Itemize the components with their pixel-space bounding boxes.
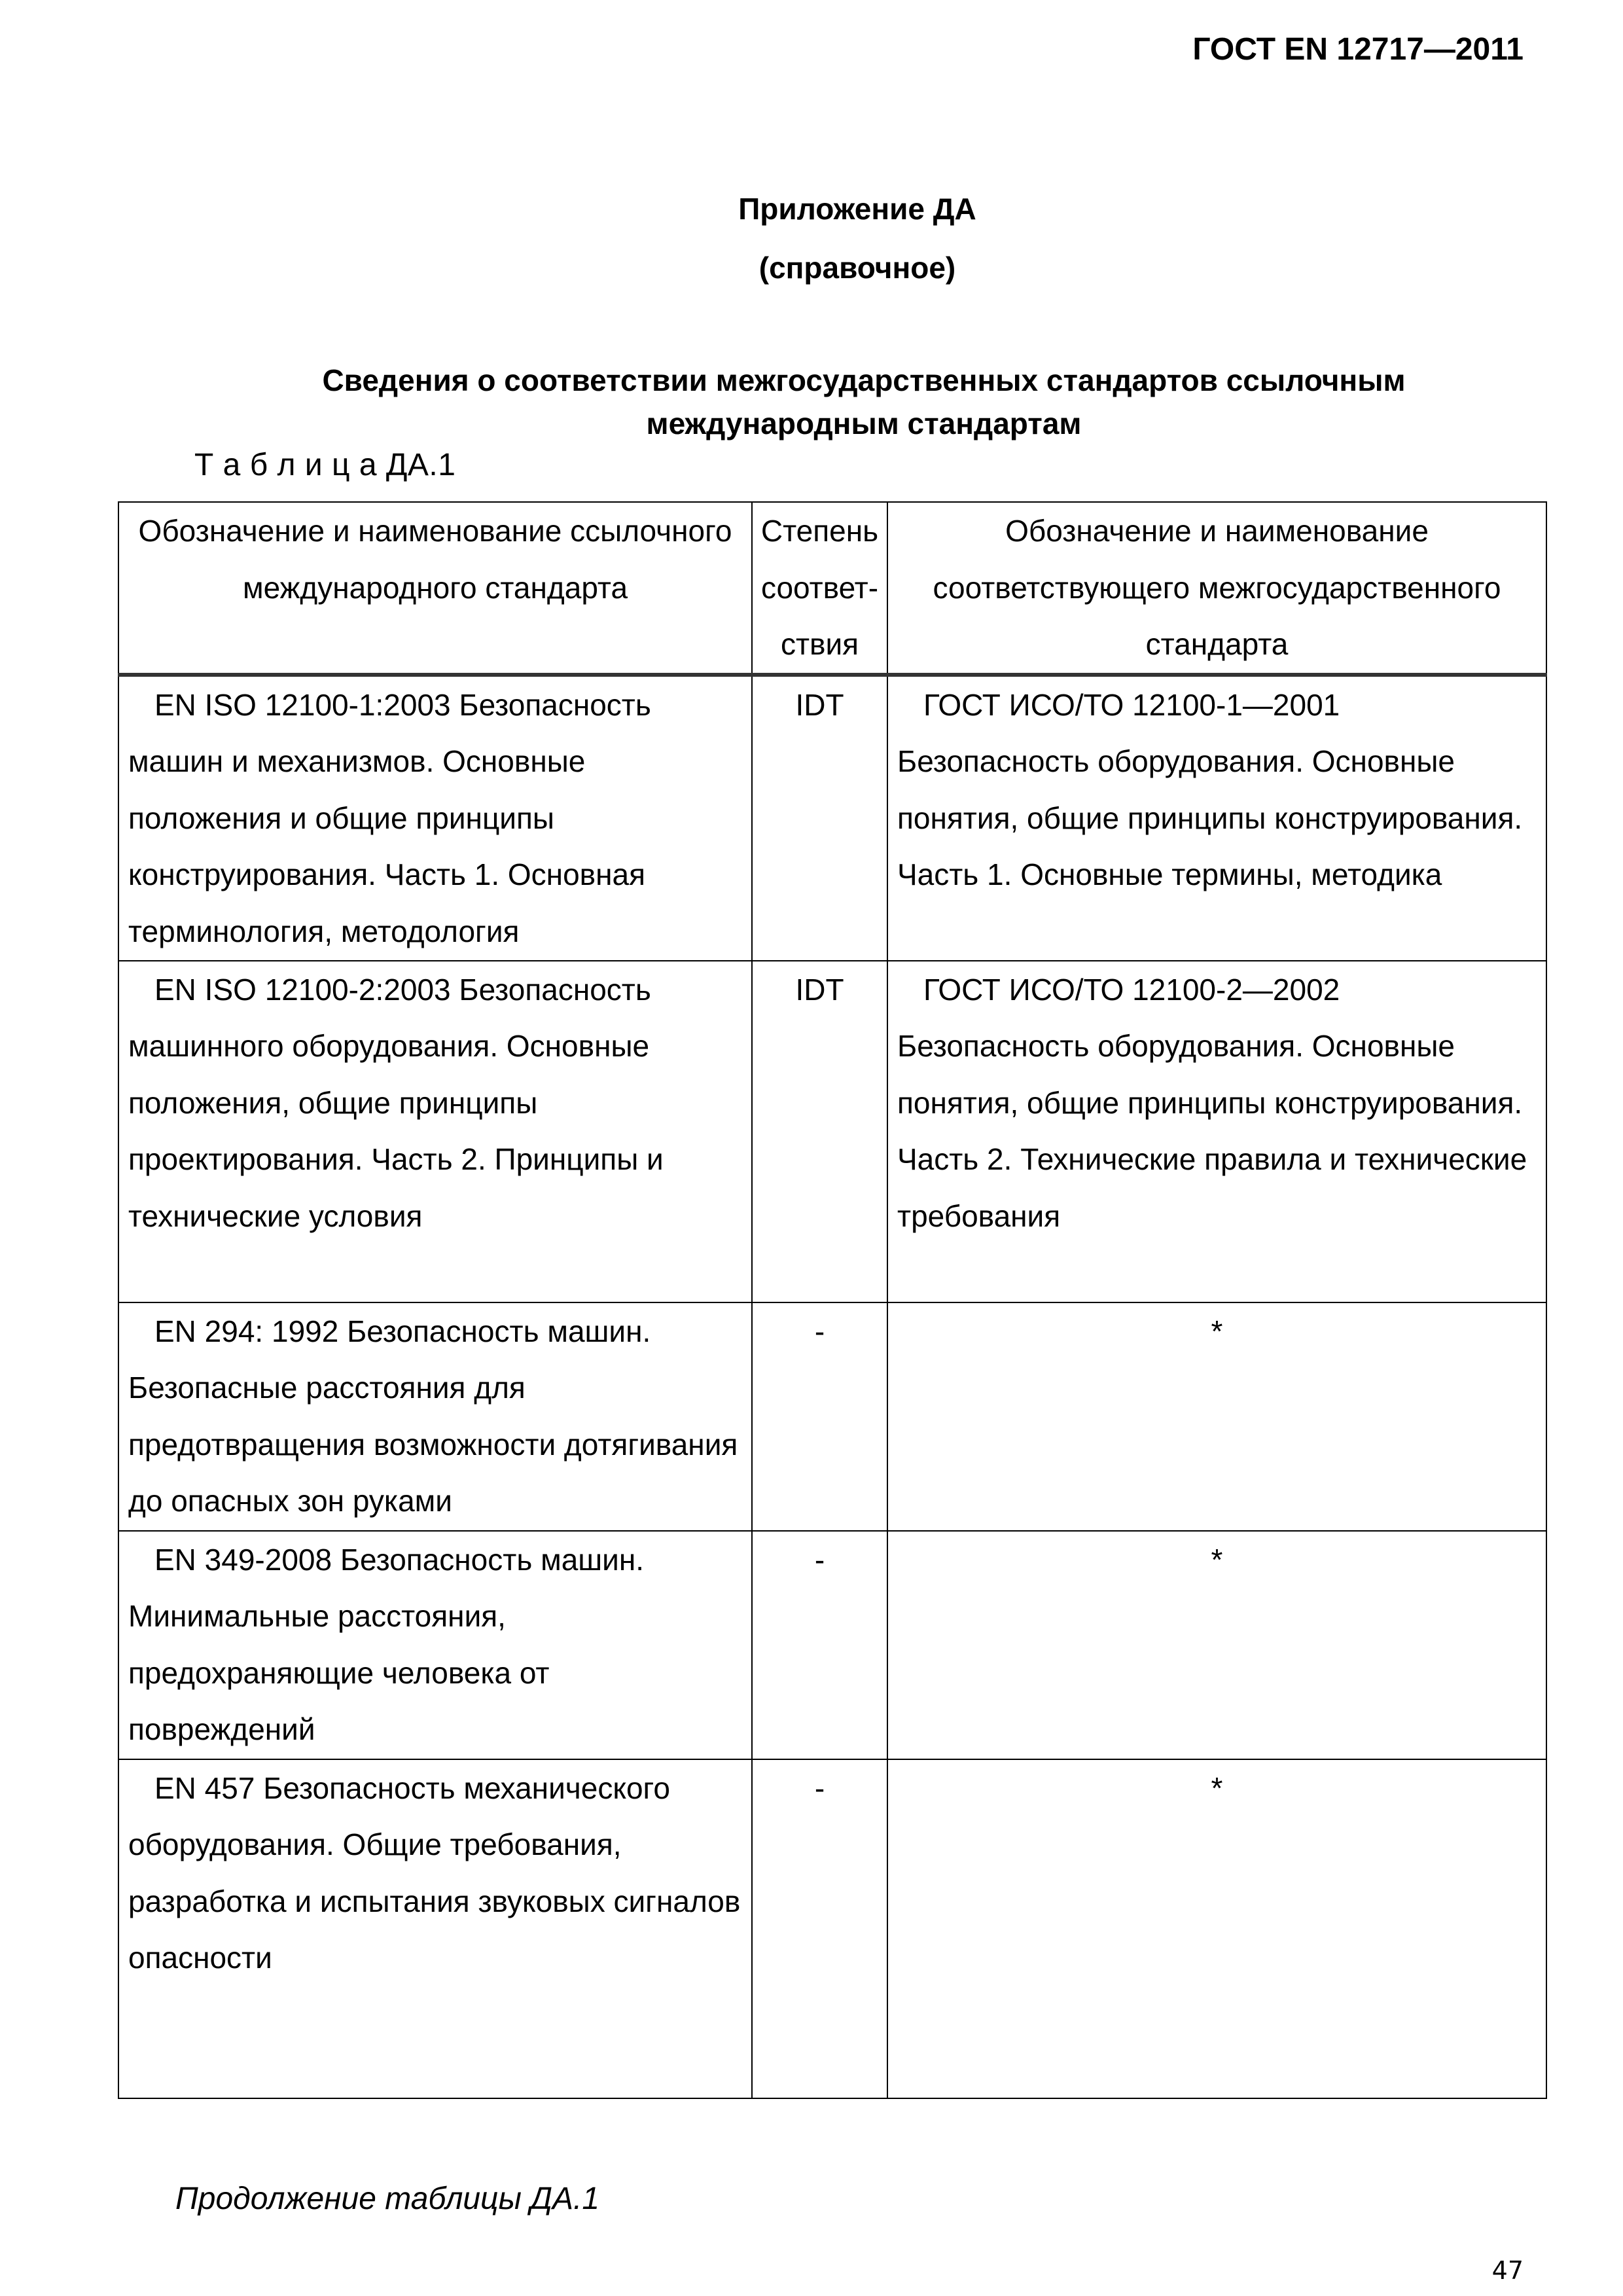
table-row [118, 675, 1546, 961]
page-number: 47 [1491, 2256, 1524, 2285]
cell-degree: - [752, 1302, 887, 1531]
cell-international: EN ISO 12100-1:2003 Безопасность машин и механизмов. Основные положения и общие принципы конструирования. Часть 1. Основная терминология, методология [118, 675, 752, 961]
cell-degree: - [752, 1531, 887, 1759]
cell-international: EN 457 Безопасность механического оборудования. Общие требования, разработка и испытания звуковых сигналов опасности [118, 1759, 752, 2098]
table-row [118, 961, 1546, 1302]
table-row [118, 1302, 1546, 1531]
cell-international: EN 349-2008 Безопасность машин. Минимальные расстояния, предохраняющие человека от повреждений [118, 1531, 752, 1759]
header-degree: Степень соответ-ствия [752, 502, 887, 675]
cell-degree: - [752, 1759, 887, 2098]
table-continuation-note: Продолжение таблицы ДА.1 [175, 2181, 600, 2216]
table-label: Т а б л и ц а ДА.1 [194, 448, 456, 482]
annex-subtitle: (справочное) [758, 251, 956, 285]
cell-interstate: ГОСТ ИСО/ТО 12100-1—2001 Безопасность оборудования. Основные понятия, общие принципы конструирования. Часть 1. Основные термины, методика [887, 675, 1546, 961]
header-interstate-standard: Обозначение и наименование соответствующего межгосударственного стандарта [887, 502, 1546, 675]
correspondence-table [118, 501, 1547, 2099]
header-international-standard: Обозначение и наименование ссылочного международного стандарта [118, 502, 752, 675]
table-row [118, 1759, 1546, 2098]
table-row [118, 1531, 1546, 1759]
cell-degree: IDT [752, 961, 887, 1302]
cell-degree: IDT [752, 675, 887, 961]
cell-interstate: * [887, 1759, 1546, 2098]
cell-international: EN ISO 12100-2:2003 Безопасность машинного оборудования. Основные положения, общие принципы проектирования. Часть 2. Принципы и технические условия [118, 961, 752, 1302]
document-code: ГОСТ EN 12717—2011 [1192, 32, 1524, 67]
cell-international: EN 294: 1992 Безопасность машин. Безопасные расстояния для предотвращения возможности дотягивания до опасных зон руками [118, 1302, 752, 1531]
section-title: Сведения о соответствии межгосударственных стандартов ссылочным международным стандартам [322, 363, 1406, 440]
cell-interstate: * [887, 1302, 1546, 1531]
annex-title: Приложение ДА [738, 192, 976, 226]
cell-interstate: ГОСТ ИСО/ТО 12100-2—2002 Безопасность оборудования. Основные понятия, общие принципы конструирования. Часть 2. Технические правила и технические требования [887, 961, 1546, 1302]
table-header-row [118, 502, 1546, 675]
cell-interstate: * [887, 1531, 1546, 1759]
